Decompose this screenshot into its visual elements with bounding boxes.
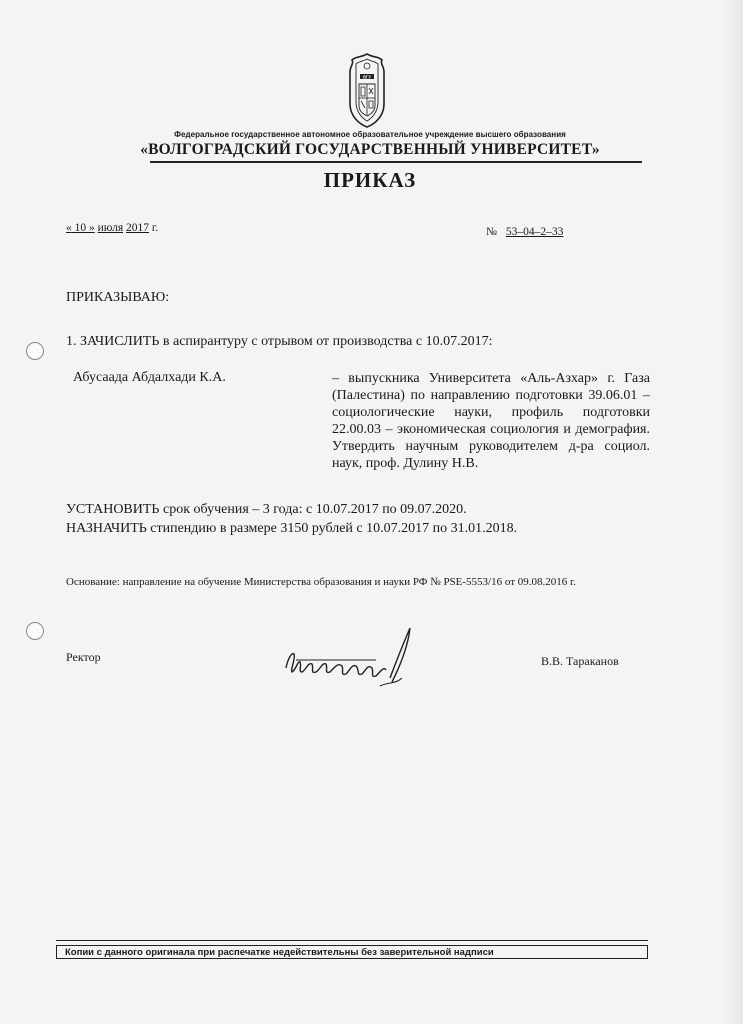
- date-suffix: г.: [151, 222, 159, 234]
- date-year: 2017: [126, 222, 149, 234]
- student-details: – выпускника Университета «Аль-Азхар» г. Газа (Палестина) по направлению подготовки 39.06.01 – социологические науки, профиль подготовки 22.00.03 – экономическая социология и демография. Утвердить научным руководителем д-ра социол. наук, проф. Дулину Н.В.: [332, 371, 650, 471]
- punch-hole: [26, 622, 44, 640]
- signatory-position: Ректор: [66, 650, 101, 664]
- copy-disclaimer: Копии с данного оригинала при распечатке недействительны без заверительной надписи: [56, 945, 648, 959]
- rector-signature: [280, 622, 420, 692]
- university-crest-icon: [340, 50, 394, 130]
- page-edge-shadow: [721, 0, 743, 1024]
- header-divider: [150, 161, 642, 163]
- date-close-quote: »: [89, 222, 95, 234]
- order-date: [66, 222, 158, 234]
- order-number-label: №: [486, 226, 497, 238]
- basis-note: Основание: направление на обучение Министерства образования и науки РФ № PSE-5553/16 от 09.08.2016 г.: [66, 576, 577, 588]
- student-name: Абусаада Абдалхади К.А.: [73, 370, 226, 385]
- footer-divider: [56, 940, 648, 941]
- date-month: июля: [97, 222, 124, 234]
- date-day: 10: [71, 222, 89, 234]
- crest-label: ВГУ: [362, 74, 372, 80]
- signatory-name: В.В. Тараканов: [541, 654, 619, 668]
- institution-type: Федеральное государственное автономное образовательное учреждение высшего образования: [174, 130, 566, 139]
- order-number: [486, 226, 569, 238]
- stipend-clause: НАЗНАЧИТЬ стипендию в размере 3150 рублей с 10.07.2017 по 31.01.2018.: [66, 521, 518, 536]
- study-term-clause: УСТАНОВИТЬ срок обучения – 3 года: с 10.07.2017 по 09.07.2020.: [66, 502, 467, 517]
- document-title: ПРИКАЗ: [323, 168, 417, 192]
- enrollment-clause: 1. ЗАЧИСЛИТЬ в аспирантуру с отрывом от производства с 10.07.2017:: [66, 334, 493, 349]
- order-number-value: 53–04–2–33: [505, 226, 564, 238]
- date-open-quote: «: [66, 222, 72, 234]
- order-word: ПРИКАЗЫВАЮ:: [66, 290, 170, 305]
- university-name: «ВОЛГОГРАДСКИЙ ГОСУДАРСТВЕННЫЙ УНИВЕРСИТЕТ»: [140, 141, 600, 158]
- punch-hole: [26, 342, 44, 360]
